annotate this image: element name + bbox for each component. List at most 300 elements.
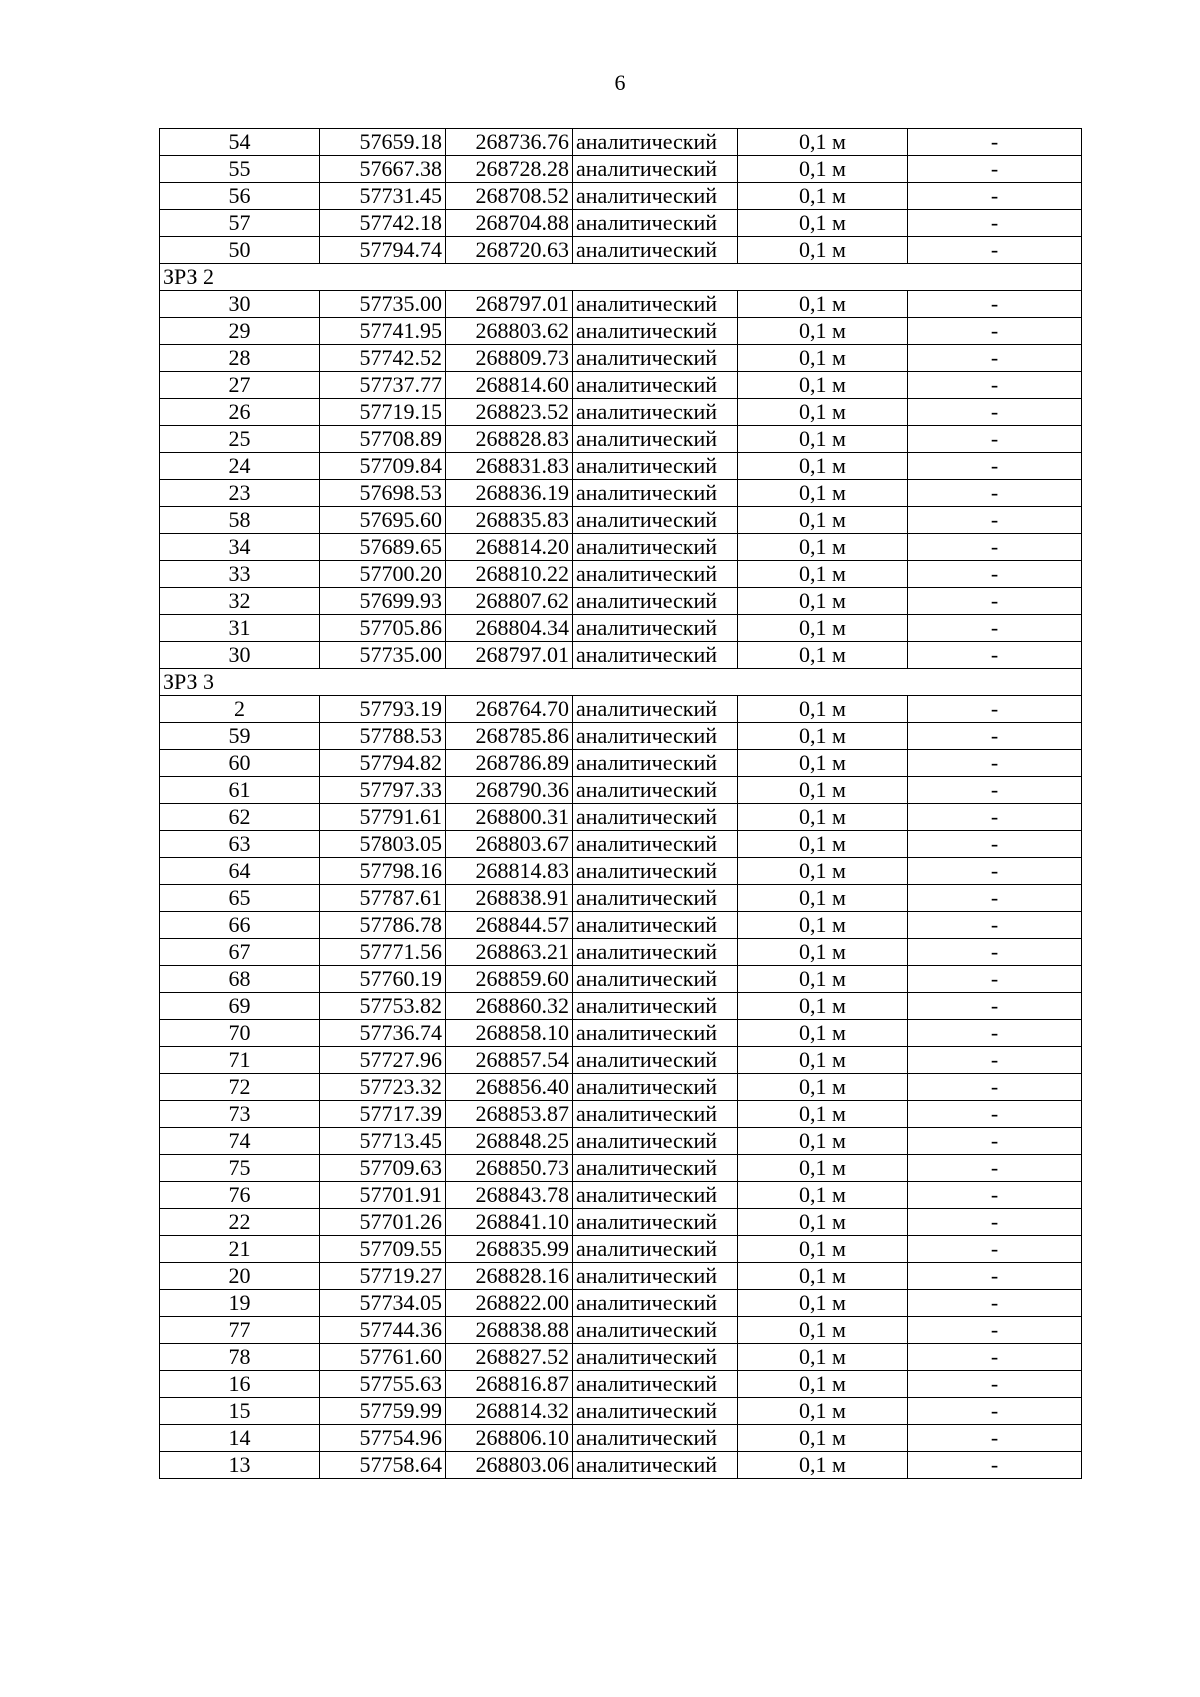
x-coordinate-cell: 57759.99 [320, 1398, 446, 1425]
x-coordinate-cell: 57761.60 [320, 1344, 446, 1371]
x-coordinate-cell: 57701.26 [320, 1209, 446, 1236]
table-row [160, 426, 1082, 453]
y-coordinate-cell: 268786.89 [446, 750, 573, 777]
point-number-cell: 54 [160, 129, 320, 156]
accuracy-cell: 0,1 м [738, 534, 908, 561]
method-cell: аналитический [573, 1452, 738, 1479]
table-row [160, 1182, 1082, 1209]
y-coordinate-cell: 268728.28 [446, 156, 573, 183]
table-row [160, 237, 1082, 264]
point-number-cell: 71 [160, 1047, 320, 1074]
note-cell: - [908, 210, 1082, 237]
x-coordinate-cell: 57753.82 [320, 993, 446, 1020]
method-cell: аналитический [573, 1317, 738, 1344]
table-row [160, 777, 1082, 804]
method-cell: аналитический [573, 696, 738, 723]
note-cell: - [908, 1209, 1082, 1236]
x-coordinate-cell: 57736.74 [320, 1020, 446, 1047]
method-cell: аналитический [573, 804, 738, 831]
x-coordinate-cell: 57737.77 [320, 372, 446, 399]
note-cell: - [908, 804, 1082, 831]
point-number-cell: 61 [160, 777, 320, 804]
accuracy-cell: 0,1 м [738, 723, 908, 750]
y-coordinate-cell: 268831.83 [446, 453, 573, 480]
method-cell: аналитический [573, 588, 738, 615]
accuracy-cell: 0,1 м [738, 615, 908, 642]
method-cell: аналитический [573, 453, 738, 480]
y-coordinate-cell: 268857.54 [446, 1047, 573, 1074]
method-cell: аналитический [573, 129, 738, 156]
table-row [160, 615, 1082, 642]
point-number-cell: 70 [160, 1020, 320, 1047]
x-coordinate-cell: 57735.00 [320, 291, 446, 318]
y-coordinate-cell: 268804.34 [446, 615, 573, 642]
point-number-cell: 20 [160, 1263, 320, 1290]
note-cell: - [908, 561, 1082, 588]
table-row [160, 210, 1082, 237]
x-coordinate-cell: 57798.16 [320, 858, 446, 885]
x-coordinate-cell: 57771.56 [320, 939, 446, 966]
point-number-cell: 73 [160, 1101, 320, 1128]
x-coordinate-cell: 57744.36 [320, 1317, 446, 1344]
note-cell: - [908, 858, 1082, 885]
section-label: ЗРЗ 2 [160, 264, 1082, 291]
method-cell: аналитический [573, 1398, 738, 1425]
point-number-cell: 15 [160, 1398, 320, 1425]
table-row [160, 1101, 1082, 1128]
note-cell: - [908, 1020, 1082, 1047]
x-coordinate-cell: 57791.61 [320, 804, 446, 831]
note-cell: - [908, 1047, 1082, 1074]
point-number-cell: 56 [160, 183, 320, 210]
note-cell: - [908, 966, 1082, 993]
point-number-cell: 58 [160, 507, 320, 534]
table-row [160, 993, 1082, 1020]
accuracy-cell: 0,1 м [738, 1263, 908, 1290]
point-number-cell: 66 [160, 912, 320, 939]
note-cell: - [908, 885, 1082, 912]
section-label: ЗРЗ 3 [160, 669, 1082, 696]
method-cell: аналитический [573, 750, 738, 777]
method-cell: аналитический [573, 723, 738, 750]
method-cell: аналитический [573, 210, 738, 237]
method-cell: аналитический [573, 156, 738, 183]
method-cell: аналитический [573, 993, 738, 1020]
point-number-cell: 50 [160, 237, 320, 264]
method-cell: аналитический [573, 426, 738, 453]
accuracy-cell: 0,1 м [738, 750, 908, 777]
table-row [160, 534, 1082, 561]
method-cell: аналитический [573, 1155, 738, 1182]
method-cell: аналитический [573, 1263, 738, 1290]
x-coordinate-cell: 57709.55 [320, 1236, 446, 1263]
y-coordinate-cell: 268828.83 [446, 426, 573, 453]
x-coordinate-cell: 57695.60 [320, 507, 446, 534]
accuracy-cell: 0,1 м [738, 939, 908, 966]
point-number-cell: 32 [160, 588, 320, 615]
y-coordinate-cell: 268814.83 [446, 858, 573, 885]
y-coordinate-cell: 268720.63 [446, 237, 573, 264]
method-cell: аналитический [573, 642, 738, 669]
table-row [160, 1452, 1082, 1479]
table-row [160, 1263, 1082, 1290]
note-cell: - [908, 399, 1082, 426]
x-coordinate-cell: 57713.45 [320, 1128, 446, 1155]
y-coordinate-cell: 268785.86 [446, 723, 573, 750]
table-row [160, 1425, 1082, 1452]
accuracy-cell: 0,1 м [738, 1074, 908, 1101]
y-coordinate-cell: 268797.01 [446, 642, 573, 669]
x-coordinate-cell: 57742.18 [320, 210, 446, 237]
note-cell: - [908, 1182, 1082, 1209]
y-coordinate-cell: 268822.00 [446, 1290, 573, 1317]
accuracy-cell: 0,1 м [738, 318, 908, 345]
table-row [160, 858, 1082, 885]
note-cell: - [908, 129, 1082, 156]
table-row [160, 1236, 1082, 1263]
point-number-cell: 29 [160, 318, 320, 345]
table-row [160, 966, 1082, 993]
table-row [160, 1344, 1082, 1371]
note-cell: - [908, 345, 1082, 372]
table-row [160, 156, 1082, 183]
note-cell: - [908, 1290, 1082, 1317]
note-cell: - [908, 1344, 1082, 1371]
method-cell: аналитический [573, 885, 738, 912]
note-cell: - [908, 1452, 1082, 1479]
method-cell: аналитический [573, 561, 738, 588]
note-cell: - [908, 156, 1082, 183]
table-row [160, 372, 1082, 399]
method-cell: аналитический [573, 858, 738, 885]
y-coordinate-cell: 268814.20 [446, 534, 573, 561]
table-row [160, 507, 1082, 534]
method-cell: аналитический [573, 372, 738, 399]
table-row [160, 1398, 1082, 1425]
method-cell: аналитический [573, 777, 738, 804]
note-cell: - [908, 507, 1082, 534]
point-number-cell: 78 [160, 1344, 320, 1371]
y-coordinate-cell: 268838.88 [446, 1317, 573, 1344]
note-cell: - [908, 723, 1082, 750]
x-coordinate-cell: 57667.38 [320, 156, 446, 183]
note-cell: - [908, 939, 1082, 966]
accuracy-cell: 0,1 м [738, 966, 908, 993]
y-coordinate-cell: 268835.83 [446, 507, 573, 534]
table-row [160, 750, 1082, 777]
method-cell: аналитический [573, 291, 738, 318]
x-coordinate-cell: 57803.05 [320, 831, 446, 858]
x-coordinate-cell: 57760.19 [320, 966, 446, 993]
table-row [160, 1128, 1082, 1155]
y-coordinate-cell: 268853.87 [446, 1101, 573, 1128]
x-coordinate-cell: 57731.45 [320, 183, 446, 210]
table-row [160, 183, 1082, 210]
y-coordinate-cell: 268844.57 [446, 912, 573, 939]
x-coordinate-cell: 57727.96 [320, 1047, 446, 1074]
table-row [160, 561, 1082, 588]
x-coordinate-cell: 57699.93 [320, 588, 446, 615]
note-cell: - [908, 453, 1082, 480]
accuracy-cell: 0,1 м [738, 1344, 908, 1371]
x-coordinate-cell: 57788.53 [320, 723, 446, 750]
accuracy-cell: 0,1 м [738, 777, 908, 804]
point-number-cell: 14 [160, 1425, 320, 1452]
point-number-cell: 68 [160, 966, 320, 993]
x-coordinate-cell: 57723.32 [320, 1074, 446, 1101]
note-cell: - [908, 372, 1082, 399]
x-coordinate-cell: 57754.96 [320, 1425, 446, 1452]
point-number-cell: 65 [160, 885, 320, 912]
section-header-row [160, 669, 1082, 696]
y-coordinate-cell: 268841.10 [446, 1209, 573, 1236]
table-row [160, 129, 1082, 156]
method-cell: аналитический [573, 1290, 738, 1317]
x-coordinate-cell: 57701.91 [320, 1182, 446, 1209]
table-row [160, 1047, 1082, 1074]
y-coordinate-cell: 268860.32 [446, 993, 573, 1020]
point-number-cell: 22 [160, 1209, 320, 1236]
method-cell: аналитический [573, 1101, 738, 1128]
x-coordinate-cell: 57786.78 [320, 912, 446, 939]
x-coordinate-cell: 57659.18 [320, 129, 446, 156]
coordinates-table [159, 128, 1082, 1479]
x-coordinate-cell: 57709.84 [320, 453, 446, 480]
accuracy-cell: 0,1 м [738, 1236, 908, 1263]
section-header-row [160, 264, 1082, 291]
y-coordinate-cell: 268835.99 [446, 1236, 573, 1263]
method-cell: аналитический [573, 966, 738, 993]
method-cell: аналитический [573, 939, 738, 966]
x-coordinate-cell: 57741.95 [320, 318, 446, 345]
accuracy-cell: 0,1 м [738, 1371, 908, 1398]
y-coordinate-cell: 268797.01 [446, 291, 573, 318]
method-cell: аналитический [573, 831, 738, 858]
accuracy-cell: 0,1 м [738, 291, 908, 318]
method-cell: аналитический [573, 345, 738, 372]
point-number-cell: 64 [160, 858, 320, 885]
y-coordinate-cell: 268843.78 [446, 1182, 573, 1209]
accuracy-cell: 0,1 м [738, 858, 908, 885]
method-cell: аналитический [573, 615, 738, 642]
accuracy-cell: 0,1 м [738, 129, 908, 156]
accuracy-cell: 0,1 м [738, 831, 908, 858]
method-cell: аналитический [573, 1047, 738, 1074]
x-coordinate-cell: 57719.27 [320, 1263, 446, 1290]
note-cell: - [908, 1371, 1082, 1398]
point-number-cell: 55 [160, 156, 320, 183]
y-coordinate-cell: 268814.60 [446, 372, 573, 399]
accuracy-cell: 0,1 м [738, 1155, 908, 1182]
note-cell: - [908, 993, 1082, 1020]
y-coordinate-cell: 268708.52 [446, 183, 573, 210]
x-coordinate-cell: 57794.74 [320, 237, 446, 264]
x-coordinate-cell: 57708.89 [320, 426, 446, 453]
accuracy-cell: 0,1 м [738, 183, 908, 210]
point-number-cell: 21 [160, 1236, 320, 1263]
accuracy-cell: 0,1 м [738, 912, 908, 939]
method-cell: аналитический [573, 912, 738, 939]
point-number-cell: 67 [160, 939, 320, 966]
point-number-cell: 75 [160, 1155, 320, 1182]
method-cell: аналитический [573, 1371, 738, 1398]
point-number-cell: 60 [160, 750, 320, 777]
note-cell: - [908, 1074, 1082, 1101]
accuracy-cell: 0,1 м [738, 588, 908, 615]
table-row [160, 939, 1082, 966]
point-number-cell: 72 [160, 1074, 320, 1101]
y-coordinate-cell: 268850.73 [446, 1155, 573, 1182]
accuracy-cell: 0,1 м [738, 1209, 908, 1236]
x-coordinate-cell: 57758.64 [320, 1452, 446, 1479]
x-coordinate-cell: 57700.20 [320, 561, 446, 588]
table-row [160, 318, 1082, 345]
note-cell: - [908, 777, 1082, 804]
accuracy-cell: 0,1 м [738, 561, 908, 588]
table-row [160, 912, 1082, 939]
y-coordinate-cell: 268764.70 [446, 696, 573, 723]
table-row [160, 480, 1082, 507]
accuracy-cell: 0,1 м [738, 696, 908, 723]
y-coordinate-cell: 268809.73 [446, 345, 573, 372]
method-cell: аналитический [573, 1128, 738, 1155]
table-row [160, 885, 1082, 912]
table-row [160, 1074, 1082, 1101]
table-row [160, 1317, 1082, 1344]
table-row [160, 1155, 1082, 1182]
accuracy-cell: 0,1 м [738, 1317, 908, 1344]
method-cell: аналитический [573, 534, 738, 561]
method-cell: аналитический [573, 1074, 738, 1101]
note-cell: - [908, 1155, 1082, 1182]
point-number-cell: 62 [160, 804, 320, 831]
accuracy-cell: 0,1 м [738, 1452, 908, 1479]
table-row [160, 696, 1082, 723]
accuracy-cell: 0,1 м [738, 1425, 908, 1452]
table-row [160, 291, 1082, 318]
method-cell: аналитический [573, 1425, 738, 1452]
table-row [160, 831, 1082, 858]
x-coordinate-cell: 57705.86 [320, 615, 446, 642]
y-coordinate-cell: 268704.88 [446, 210, 573, 237]
point-number-cell: 69 [160, 993, 320, 1020]
point-number-cell: 34 [160, 534, 320, 561]
table-row [160, 1371, 1082, 1398]
x-coordinate-cell: 57742.52 [320, 345, 446, 372]
point-number-cell: 33 [160, 561, 320, 588]
x-coordinate-cell: 57787.61 [320, 885, 446, 912]
accuracy-cell: 0,1 м [738, 237, 908, 264]
y-coordinate-cell: 268736.76 [446, 129, 573, 156]
accuracy-cell: 0,1 м [738, 993, 908, 1020]
accuracy-cell: 0,1 м [738, 1398, 908, 1425]
x-coordinate-cell: 57719.15 [320, 399, 446, 426]
accuracy-cell: 0,1 м [738, 642, 908, 669]
note-cell: - [908, 912, 1082, 939]
y-coordinate-cell: 268859.60 [446, 966, 573, 993]
point-number-cell: 16 [160, 1371, 320, 1398]
y-coordinate-cell: 268836.19 [446, 480, 573, 507]
table-row [160, 588, 1082, 615]
method-cell: аналитический [573, 399, 738, 426]
table-row [160, 804, 1082, 831]
note-cell: - [908, 1128, 1082, 1155]
point-number-cell: 76 [160, 1182, 320, 1209]
y-coordinate-cell: 268838.91 [446, 885, 573, 912]
accuracy-cell: 0,1 м [738, 1047, 908, 1074]
table-row [160, 642, 1082, 669]
point-number-cell: 31 [160, 615, 320, 642]
note-cell: - [908, 1263, 1082, 1290]
y-coordinate-cell: 268803.06 [446, 1452, 573, 1479]
coordinates-table-body [160, 129, 1082, 1479]
table-row [160, 453, 1082, 480]
note-cell: - [908, 237, 1082, 264]
note-cell: - [908, 534, 1082, 561]
method-cell: аналитический [573, 1182, 738, 1209]
accuracy-cell: 0,1 м [738, 507, 908, 534]
note-cell: - [908, 696, 1082, 723]
table-row [160, 345, 1082, 372]
y-coordinate-cell: 268858.10 [446, 1020, 573, 1047]
point-number-cell: 27 [160, 372, 320, 399]
table-row [160, 1209, 1082, 1236]
accuracy-cell: 0,1 м [738, 804, 908, 831]
point-number-cell: 57 [160, 210, 320, 237]
method-cell: аналитический [573, 183, 738, 210]
x-coordinate-cell: 57709.63 [320, 1155, 446, 1182]
point-number-cell: 19 [160, 1290, 320, 1317]
note-cell: - [908, 318, 1082, 345]
accuracy-cell: 0,1 м [738, 399, 908, 426]
accuracy-cell: 0,1 м [738, 480, 908, 507]
x-coordinate-cell: 57793.19 [320, 696, 446, 723]
y-coordinate-cell: 268823.52 [446, 399, 573, 426]
y-coordinate-cell: 268790.36 [446, 777, 573, 804]
accuracy-cell: 0,1 м [738, 156, 908, 183]
point-number-cell: 30 [160, 642, 320, 669]
x-coordinate-cell: 57794.82 [320, 750, 446, 777]
accuracy-cell: 0,1 м [738, 885, 908, 912]
note-cell: - [908, 750, 1082, 777]
x-coordinate-cell: 57735.00 [320, 642, 446, 669]
note-cell: - [908, 615, 1082, 642]
page-number: 6 [614, 70, 626, 95]
note-cell: - [908, 588, 1082, 615]
note-cell: - [908, 1398, 1082, 1425]
accuracy-cell: 0,1 м [738, 453, 908, 480]
y-coordinate-cell: 268800.31 [446, 804, 573, 831]
point-number-cell: 13 [160, 1452, 320, 1479]
point-number-cell: 74 [160, 1128, 320, 1155]
point-number-cell: 30 [160, 291, 320, 318]
y-coordinate-cell: 268803.67 [446, 831, 573, 858]
method-cell: аналитический [573, 1236, 738, 1263]
method-cell: аналитический [573, 318, 738, 345]
y-coordinate-cell: 268863.21 [446, 939, 573, 966]
accuracy-cell: 0,1 м [738, 372, 908, 399]
table-row [160, 723, 1082, 750]
accuracy-cell: 0,1 м [738, 1290, 908, 1317]
method-cell: аналитический [573, 1209, 738, 1236]
note-cell: - [908, 426, 1082, 453]
accuracy-cell: 0,1 м [738, 426, 908, 453]
y-coordinate-cell: 268803.62 [446, 318, 573, 345]
x-coordinate-cell: 57797.33 [320, 777, 446, 804]
method-cell: аналитический [573, 507, 738, 534]
table-row [160, 399, 1082, 426]
point-number-cell: 25 [160, 426, 320, 453]
